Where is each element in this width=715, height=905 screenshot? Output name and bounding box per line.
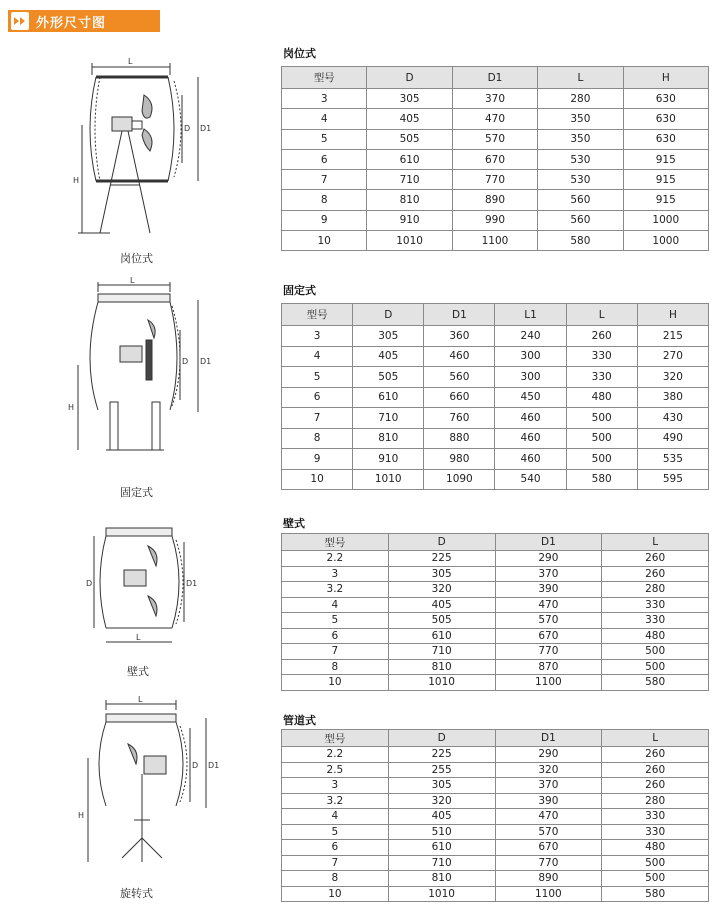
table-cell: 490 xyxy=(637,428,708,449)
table-cell: 1000 xyxy=(623,210,708,230)
table-cell: 10 xyxy=(282,675,389,691)
table-cell: 570 xyxy=(452,129,537,149)
table-row xyxy=(282,109,709,129)
table-cell: 4 xyxy=(282,109,367,129)
table-cell: 320 xyxy=(495,762,602,778)
column-header: L xyxy=(566,304,637,326)
table-cell: 530 xyxy=(538,149,623,169)
table-row xyxy=(282,644,709,660)
table-cell: 480 xyxy=(602,840,709,856)
table-cell: 380 xyxy=(637,387,708,408)
table-cell: 610 xyxy=(388,840,495,856)
spec-table-wall xyxy=(281,533,709,691)
table-cell: 6 xyxy=(282,387,353,408)
table-cell: 450 xyxy=(495,387,566,408)
table-cell: 6 xyxy=(282,628,389,644)
table-row xyxy=(282,886,709,902)
table-title-post: 岗位式 xyxy=(283,47,316,60)
table-cell: 505 xyxy=(367,129,452,149)
table-cell: 630 xyxy=(623,89,708,109)
table-cell: 1010 xyxy=(353,469,424,490)
table-cell: 320 xyxy=(388,793,495,809)
table-cell: 660 xyxy=(424,387,495,408)
table-cell: 3 xyxy=(282,778,389,794)
table-cell: 980 xyxy=(424,449,495,470)
table-cell: 610 xyxy=(353,387,424,408)
table-cell: 910 xyxy=(353,449,424,470)
caption-fixed-type: 固定式 xyxy=(120,486,153,499)
table-cell: 810 xyxy=(388,659,495,675)
table-cell: 915 xyxy=(623,170,708,190)
table-cell: 300 xyxy=(495,346,566,367)
table-cell: 280 xyxy=(602,582,709,598)
table-cell: 760 xyxy=(424,408,495,429)
table-row xyxy=(282,190,709,210)
header-title: 外形尺寸图 xyxy=(36,15,107,31)
table-row xyxy=(282,824,709,840)
table-cell: 460 xyxy=(495,408,566,429)
table-row xyxy=(282,129,709,149)
table-cell: 510 xyxy=(388,824,495,840)
table-cell: 1000 xyxy=(623,231,708,251)
table-cell: 2.2 xyxy=(282,551,389,567)
table-cell: 7 xyxy=(282,855,389,871)
table-row xyxy=(282,747,709,763)
table-cell: 8 xyxy=(282,659,389,675)
table-cell: 2.2 xyxy=(282,747,389,763)
table-cell: 670 xyxy=(452,149,537,169)
column-header: D xyxy=(367,67,452,89)
dim-label-h-fixed: H xyxy=(68,403,75,412)
column-header: 型号 xyxy=(282,534,389,551)
table-row xyxy=(282,809,709,825)
table-cell: 580 xyxy=(538,231,623,251)
dim-label-l-wall: L xyxy=(136,633,141,642)
table-cell: 530 xyxy=(538,170,623,190)
table-cell: 330 xyxy=(602,809,709,825)
table-row xyxy=(282,675,709,691)
table-cell: 915 xyxy=(623,190,708,210)
table-cell: 405 xyxy=(388,809,495,825)
table-cell: 370 xyxy=(495,566,602,582)
diagram-fixed-type xyxy=(60,276,220,470)
table-row xyxy=(282,469,709,490)
table-cell: 570 xyxy=(495,613,602,629)
table-cell: 890 xyxy=(452,190,537,210)
column-header: H xyxy=(623,67,708,89)
table-cell: 3.2 xyxy=(282,793,389,809)
table-row xyxy=(282,149,709,169)
table-cell: 350 xyxy=(538,129,623,149)
table-cell: 215 xyxy=(637,326,708,347)
table-cell: 290 xyxy=(495,551,602,567)
table-cell: 480 xyxy=(602,628,709,644)
table-cell: 9 xyxy=(282,210,367,230)
table-row xyxy=(282,387,709,408)
table-cell: 1100 xyxy=(452,231,537,251)
table-cell: 305 xyxy=(388,566,495,582)
table-row xyxy=(282,408,709,429)
table-cell: 8 xyxy=(282,871,389,887)
table-cell: 880 xyxy=(424,428,495,449)
table-cell: 240 xyxy=(495,326,566,347)
table-cell: 770 xyxy=(452,170,537,190)
table-cell: 500 xyxy=(602,871,709,887)
table-cell: 535 xyxy=(637,449,708,470)
table-cell: 260 xyxy=(602,747,709,763)
table-cell: 300 xyxy=(495,367,566,388)
table-cell: 560 xyxy=(538,190,623,210)
table-row xyxy=(282,762,709,778)
table-cell: 710 xyxy=(388,644,495,660)
table-cell: 320 xyxy=(637,367,708,388)
table-row xyxy=(282,170,709,190)
table-cell: 770 xyxy=(495,644,602,660)
table-row xyxy=(282,582,709,598)
table-cell: 1090 xyxy=(424,469,495,490)
table-cell: 500 xyxy=(602,855,709,871)
table-cell: 3 xyxy=(282,326,353,347)
table-cell: 4 xyxy=(282,809,389,825)
column-header: D1 xyxy=(495,730,602,747)
table-row xyxy=(282,367,709,388)
table-cell: 405 xyxy=(388,597,495,613)
table-cell: 370 xyxy=(452,89,537,109)
table-cell: 5 xyxy=(282,613,389,629)
table-cell: 390 xyxy=(495,793,602,809)
column-header: D1 xyxy=(495,534,602,551)
table-row xyxy=(282,778,709,794)
column-header: 型号 xyxy=(282,304,353,326)
table-row xyxy=(282,551,709,567)
table-cell: 500 xyxy=(566,449,637,470)
table-cell: 770 xyxy=(495,855,602,871)
table-cell: 910 xyxy=(367,210,452,230)
column-header: D xyxy=(388,534,495,551)
table-cell: 7 xyxy=(282,170,367,190)
table-cell: 9 xyxy=(282,449,353,470)
column-header: 型号 xyxy=(282,730,389,747)
column-header: L xyxy=(602,730,709,747)
table-row xyxy=(282,628,709,644)
table-cell: 305 xyxy=(367,89,452,109)
table-cell: 630 xyxy=(623,129,708,149)
spec-table-post xyxy=(281,66,709,251)
table-cell: 290 xyxy=(495,747,602,763)
dim-label-l-fixed: L xyxy=(130,276,135,285)
dim-label-l: L xyxy=(128,57,133,66)
table-cell: 330 xyxy=(602,824,709,840)
table-cell: 3.2 xyxy=(282,582,389,598)
table-row xyxy=(282,659,709,675)
table-cell: 470 xyxy=(495,809,602,825)
table-cell: 915 xyxy=(623,149,708,169)
dim-label-d1-fixed: D1 xyxy=(200,357,212,366)
table-cell: 270 xyxy=(637,346,708,367)
table-cell: 990 xyxy=(452,210,537,230)
table-cell: 580 xyxy=(602,886,709,902)
table-cell: 500 xyxy=(602,644,709,660)
table-cell: 330 xyxy=(602,613,709,629)
table-cell: 430 xyxy=(637,408,708,429)
table-cell: 330 xyxy=(602,597,709,613)
table-cell: 500 xyxy=(602,659,709,675)
table-cell: 1100 xyxy=(495,675,602,691)
table-cell: 260 xyxy=(566,326,637,347)
table-cell: 320 xyxy=(388,582,495,598)
diagram-post-type xyxy=(70,55,220,245)
table-title-wall: 壁式 xyxy=(283,517,305,530)
column-header: D1 xyxy=(424,304,495,326)
table-cell: 810 xyxy=(353,428,424,449)
table-cell: 6 xyxy=(282,840,389,856)
column-header: D1 xyxy=(452,67,537,89)
table-cell: 810 xyxy=(367,190,452,210)
column-header: L xyxy=(538,67,623,89)
table-cell: 225 xyxy=(388,747,495,763)
table-cell: 610 xyxy=(367,149,452,169)
table-cell: 2.5 xyxy=(282,762,389,778)
table-cell: 1010 xyxy=(388,675,495,691)
table-row xyxy=(282,231,709,251)
table-cell: 580 xyxy=(566,469,637,490)
table-cell: 1010 xyxy=(367,231,452,251)
table-title-duct: 管道式 xyxy=(283,714,316,727)
table-cell: 260 xyxy=(602,778,709,794)
table-cell: 505 xyxy=(353,367,424,388)
table-cell: 710 xyxy=(367,170,452,190)
dim-label-d1-rot: D1 xyxy=(208,761,220,770)
table-cell: 1010 xyxy=(388,886,495,902)
column-header: 型号 xyxy=(282,67,367,89)
table-cell: 5 xyxy=(282,129,367,149)
table-title-fixed: 固定式 xyxy=(283,284,316,297)
table-cell: 260 xyxy=(602,551,709,567)
table-cell: 10 xyxy=(282,231,367,251)
table-cell: 870 xyxy=(495,659,602,675)
table-cell: 540 xyxy=(495,469,566,490)
diagram-wall-type xyxy=(80,522,210,652)
table-cell: 580 xyxy=(602,675,709,691)
table-cell: 560 xyxy=(538,210,623,230)
table-cell: 610 xyxy=(388,628,495,644)
table-cell: 7 xyxy=(282,644,389,660)
table-cell: 3 xyxy=(282,566,389,582)
table-cell: 10 xyxy=(282,886,389,902)
table-row xyxy=(282,613,709,629)
table-cell: 630 xyxy=(623,109,708,129)
dim-label-l-rot: L xyxy=(138,695,143,704)
table-cell: 305 xyxy=(388,778,495,794)
column-header: D xyxy=(388,730,495,747)
table-row xyxy=(282,89,709,109)
table-cell: 360 xyxy=(424,326,495,347)
table-cell: 305 xyxy=(353,326,424,347)
table-row xyxy=(282,210,709,230)
table-cell: 570 xyxy=(495,824,602,840)
table-cell: 810 xyxy=(388,871,495,887)
table-cell: 370 xyxy=(495,778,602,794)
dim-label-d-wall: D xyxy=(86,579,93,588)
table-cell: 500 xyxy=(566,428,637,449)
table-cell: 460 xyxy=(495,428,566,449)
table-row xyxy=(282,840,709,856)
table-cell: 5 xyxy=(282,824,389,840)
table-cell: 7 xyxy=(282,408,353,429)
table-cell: 5 xyxy=(282,367,353,388)
table-cell: 460 xyxy=(424,346,495,367)
table-cell: 500 xyxy=(566,408,637,429)
table-cell: 255 xyxy=(388,762,495,778)
table-cell: 460 xyxy=(495,449,566,470)
caption-rotating-type: 旋转式 xyxy=(120,887,153,900)
table-cell: 670 xyxy=(495,840,602,856)
table-cell: 3 xyxy=(282,89,367,109)
caption-post-type: 岗位式 xyxy=(120,252,153,265)
table-cell: 390 xyxy=(495,582,602,598)
table-cell: 710 xyxy=(388,855,495,871)
table-cell: 4 xyxy=(282,597,389,613)
table-cell: 405 xyxy=(367,109,452,129)
column-header: L1 xyxy=(495,304,566,326)
table-row xyxy=(282,793,709,809)
table-cell: 260 xyxy=(602,762,709,778)
dim-label-h-rot: H xyxy=(78,811,85,820)
dim-label-d1: D1 xyxy=(200,124,212,133)
table-cell: 505 xyxy=(388,613,495,629)
column-header: L xyxy=(602,534,709,551)
table-cell: 8 xyxy=(282,190,367,210)
dim-label-d1-wall: D1 xyxy=(186,579,198,588)
table-row xyxy=(282,326,709,347)
table-cell: 470 xyxy=(495,597,602,613)
diagram-rotating-type xyxy=(68,695,220,880)
table-cell: 280 xyxy=(602,793,709,809)
table-cell: 280 xyxy=(538,89,623,109)
table-cell: 480 xyxy=(566,387,637,408)
table-row xyxy=(282,449,709,470)
table-cell: 1100 xyxy=(495,886,602,902)
table-cell: 560 xyxy=(424,367,495,388)
dim-label-d-rot: D xyxy=(192,761,199,770)
table-cell: 470 xyxy=(452,109,537,129)
spec-table-fixed xyxy=(281,303,709,490)
spec-table-duct xyxy=(281,729,709,902)
table-cell: 890 xyxy=(495,871,602,887)
table-row xyxy=(282,428,709,449)
caption-wall-type: 壁式 xyxy=(127,665,149,678)
dim-label-h: H xyxy=(73,176,80,185)
table-row xyxy=(282,855,709,871)
table-cell: 260 xyxy=(602,566,709,582)
table-cell: 225 xyxy=(388,551,495,567)
table-cell: 6 xyxy=(282,149,367,169)
dim-label-d: D xyxy=(184,124,191,133)
table-row xyxy=(282,871,709,887)
table-row xyxy=(282,597,709,613)
table-cell: 595 xyxy=(637,469,708,490)
table-row xyxy=(282,566,709,582)
table-row xyxy=(282,346,709,367)
table-cell: 670 xyxy=(495,628,602,644)
table-cell: 710 xyxy=(353,408,424,429)
dim-label-d-fixed: D xyxy=(182,357,189,366)
table-cell: 405 xyxy=(353,346,424,367)
table-cell: 10 xyxy=(282,469,353,490)
table-cell: 4 xyxy=(282,346,353,367)
column-header: D xyxy=(353,304,424,326)
table-cell: 330 xyxy=(566,367,637,388)
table-cell: 330 xyxy=(566,346,637,367)
table-cell: 350 xyxy=(538,109,623,129)
column-header: H xyxy=(637,304,708,326)
double-arrow-icon xyxy=(11,12,29,30)
section-header xyxy=(8,10,160,32)
table-cell: 8 xyxy=(282,428,353,449)
